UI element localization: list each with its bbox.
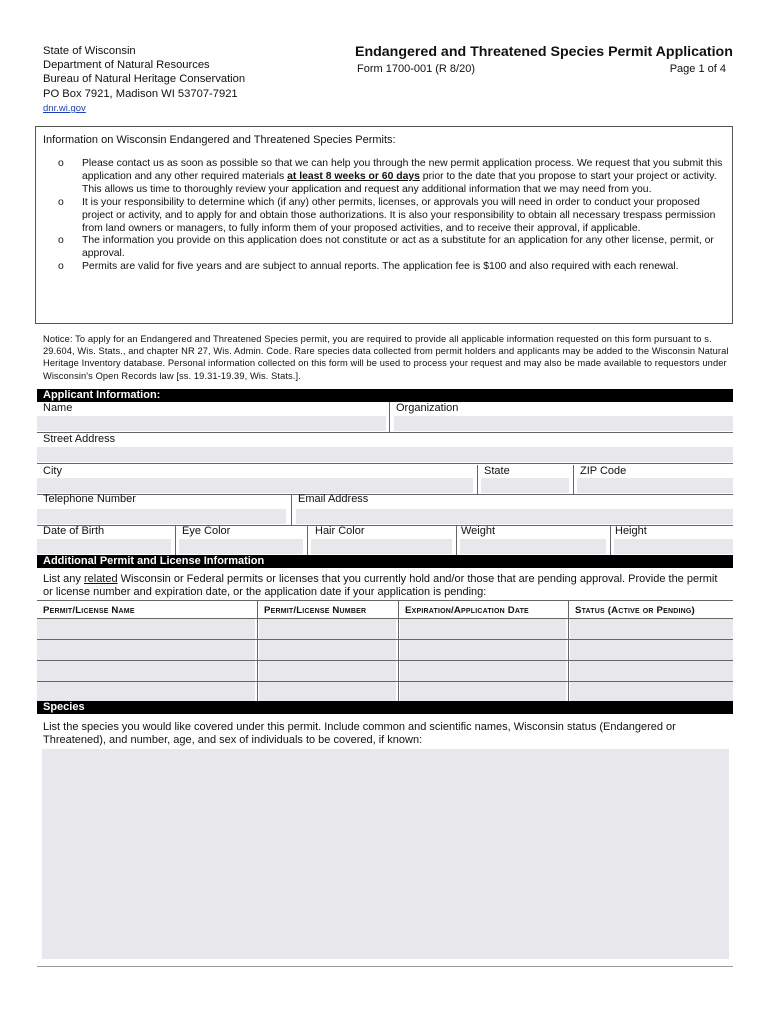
- permit-date-cell[interactable]: [400, 661, 566, 681]
- permit-date-cell[interactable]: [400, 640, 566, 660]
- col-expiration-date: Expiration/Application Date: [405, 605, 529, 616]
- street-input[interactable]: [37, 447, 733, 462]
- bullet-marker: o: [58, 158, 64, 169]
- height-input[interactable]: [614, 539, 733, 554]
- hair-color-input[interactable]: [311, 539, 452, 554]
- dob-input[interactable]: [37, 539, 171, 554]
- organization-label: Organization: [396, 402, 459, 414]
- hair-color-label: Hair Color: [315, 525, 365, 537]
- permit-section-header: Additional Permit and License Information: [37, 555, 733, 568]
- permit-intro: List any related Wisconsin or Federal permits or licenses that you currently hold and/or those that are pending approval. Provide the permit or license number and expiration date, or the application date if your application is pending:: [43, 573, 718, 599]
- species-textarea[interactable]: [42, 749, 729, 959]
- city-label: City: [43, 465, 62, 477]
- info-heading: Information on Wisconsin Endangered and Threatened Species Permits:: [43, 134, 396, 146]
- deadline-emphasis: at least 8 weeks or 60 days: [287, 170, 420, 182]
- permit-number-cell[interactable]: [259, 682, 396, 702]
- name-label: Name: [43, 402, 73, 414]
- notice-text: Notice: To apply for an Endangered and Threatened Species permit, you are required to provide all applicable information requested on this form pursuant to s. 29.604, Wis. Stats., and chapter NR 27, Wis. Admin. Code. Rare species data collected from permit holders and applicants may be added to the Wisconsin Natural Heritage Inventory database. Personal information collected on this form will be used to process your request and may also be made available to requestors under Wisconsin's Open Records law [ss. 19.31-19.39, Wis. Stats.].: [43, 334, 729, 381]
- bullet-text: Please contact us as soon as possible so that we can help you through the new permit application process. We request that you submit this application and any other required materials at least 8 weeks or 60 days prior to the date that you propose to start your project or activity. This allows us time to thoroughly review your application and request any additional information that we may need from you.: [82, 158, 723, 195]
- bullet-item: [58, 261, 723, 274]
- state-input[interactable]: [481, 478, 569, 493]
- applicant-section-header: Applicant Information:: [37, 389, 733, 402]
- col-status: Status (Active or Pending): [575, 605, 695, 616]
- dob-label: Date of Birth: [43, 525, 105, 537]
- state-label: State: [484, 465, 510, 477]
- website-link[interactable]: dnr.wi.gov: [43, 102, 86, 114]
- species-section-header: Species: [37, 701, 733, 714]
- permit-date-cell[interactable]: [400, 619, 566, 639]
- agency-line: PO Box 7921, Madison WI 53707-7921: [43, 87, 238, 100]
- phone-input[interactable]: [37, 509, 286, 524]
- eye-color-input[interactable]: [179, 539, 303, 554]
- bullet-text: Permits are valid for five years and are subject to annual reports. The application fee is $100 and also required with each renewal.: [82, 261, 679, 273]
- bullet-item: [58, 197, 723, 236]
- weight-label: Weight: [461, 525, 496, 537]
- agency-line: Bureau of Natural Heritage Conservation: [43, 73, 246, 86]
- permit-status-cell[interactable]: [570, 619, 733, 639]
- permit-number-cell[interactable]: [259, 661, 396, 681]
- agency-block: [43, 44, 245, 116]
- bullet-item: [58, 158, 723, 197]
- bullet-marker: o: [58, 235, 64, 247]
- form-number: Form 1700-001 (R 8/20): [357, 63, 475, 75]
- form-title: Endangered and Threatened Species Permit Application: [355, 44, 733, 60]
- permit-name-cell[interactable]: [37, 640, 255, 660]
- page-number: Page 1 of 4: [669, 63, 726, 75]
- email-label: Email Address: [298, 493, 369, 505]
- bullet-item: [58, 235, 723, 261]
- permit-name-cell[interactable]: [37, 619, 255, 639]
- weight-input[interactable]: [460, 539, 606, 554]
- street-label: Street Address: [43, 433, 116, 445]
- zip-input[interactable]: [577, 478, 733, 493]
- eye-color-label: Eye Color: [182, 525, 231, 537]
- bullet-marker: o: [58, 196, 64, 208]
- agency-line: State of Wisconsin: [43, 45, 136, 57]
- organization-input[interactable]: [394, 416, 733, 431]
- bullet-text: It is your responsibility to determine which (if any) other permits, licenses, or approvals you will need in order to conduct your proposed project or activity, and to apply for and obtain those authorizations. It is also your responsibility to obtain all necessary trespass permission from land owners or managers, to fully inform them of your proposed activities, and to receive their approval, if applicable.: [82, 196, 716, 234]
- bullet-text: The information you provide on this application does not constitute or act as a substitute for an application for any other license, permit, or approval.: [82, 235, 714, 260]
- permit-number-cell[interactable]: [259, 640, 396, 660]
- name-input[interactable]: [37, 416, 386, 431]
- agency-line: Department of Natural Resources: [43, 59, 210, 72]
- height-label: Height: [615, 525, 647, 537]
- permit-name-cell[interactable]: [37, 661, 255, 681]
- col-permit-name: Permit/License Name: [43, 605, 135, 616]
- permit-status-cell[interactable]: [570, 640, 733, 660]
- permit-date-cell[interactable]: [400, 682, 566, 702]
- species-intro: List the species you would like covered under this permit. Include common and scientific names, Wisconsin status (Endangered or Threatened), and number, age, and sex of individuals to be covered, if known:: [43, 721, 676, 747]
- col-permit-number: Permit/License Number: [264, 605, 367, 616]
- permit-status-cell[interactable]: [570, 661, 733, 681]
- permit-status-cell[interactable]: [570, 682, 733, 702]
- bullet-marker: o: [58, 261, 64, 273]
- info-bullets: [58, 158, 723, 274]
- email-input[interactable]: [296, 509, 733, 524]
- phone-label: Telephone Number: [43, 493, 136, 505]
- permit-name-cell[interactable]: [37, 682, 255, 702]
- city-input[interactable]: [37, 478, 473, 493]
- zip-label: ZIP Code: [580, 465, 627, 477]
- permit-number-cell[interactable]: [259, 619, 396, 639]
